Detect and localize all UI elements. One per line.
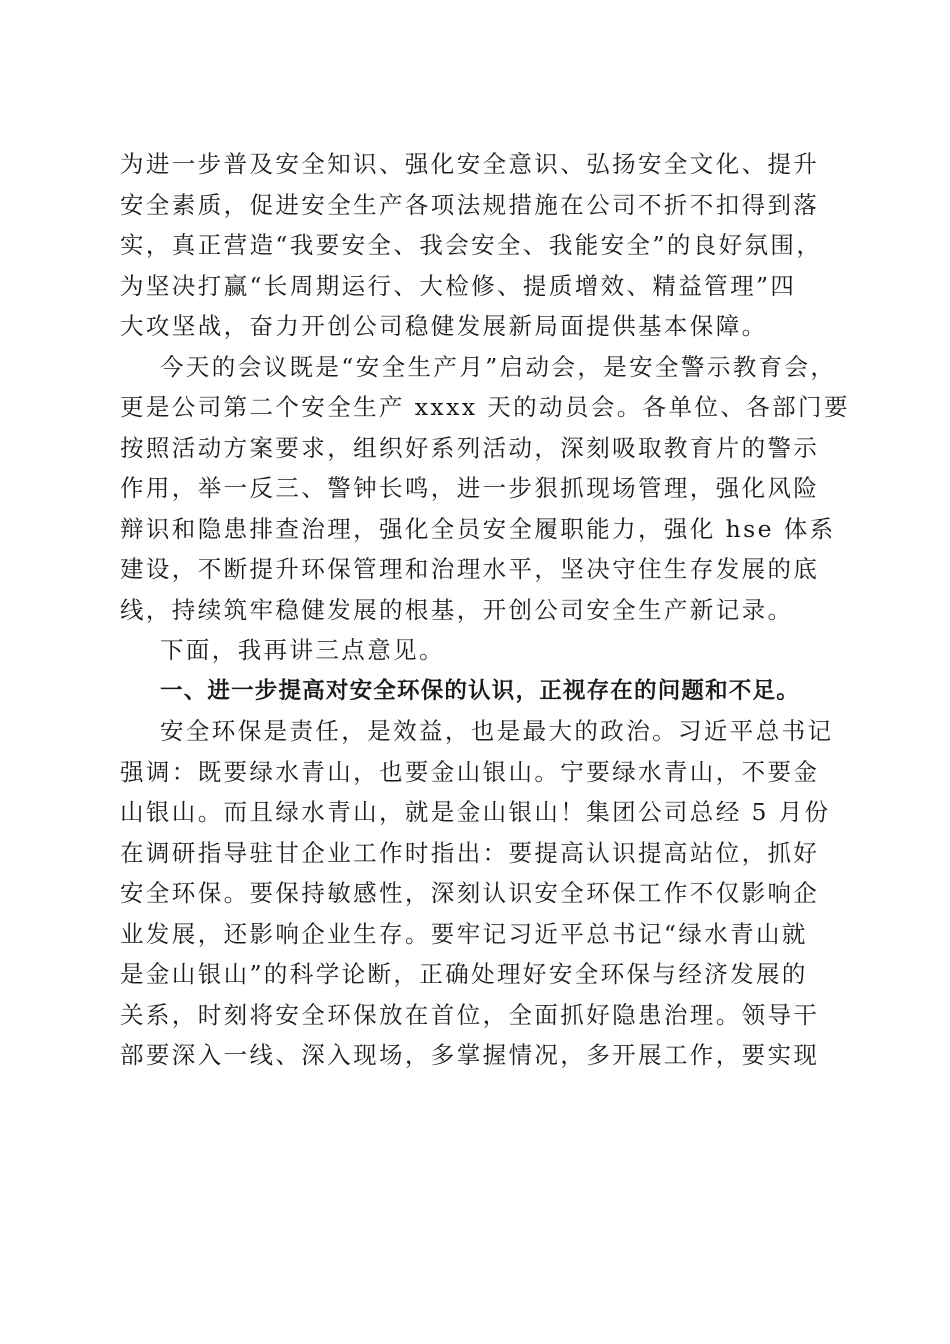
heading-line: 一、进一步提高对安全环保的认识，正视存在的问题和不足。 [160,677,800,704]
paragraph-meeting [120,347,850,631]
text-line: 部要深入一线、深入现场，多掌握情况，多开展工作，要实现 [120,1041,820,1069]
text-line: 安全环保是责任，是效益，也是最大的政治。习近平总书记 [160,717,834,745]
paragraph-section-one [120,711,836,1076]
text-line: 安全素质，促进安全生产各项法规措施在公司不折不扣得到落 [120,190,820,219]
text-line: 作用，举一反三、警钟长鸣，进一步狠抓现场管理，强化风险 [120,474,820,502]
text-line: 为坚决打赢“长周期运行、大检修、提质增效、精益管理”四 [120,271,797,300]
text-line: 关系，时刻将安全环保放在首位，全面抓好隐患治理。领导干 [120,1000,820,1029]
text-line: 更是公司第二个安全生产 xxxx 天的动员会。各单位、各部门要 [120,393,850,421]
text-line: 建设，不断提升环保管理和治理水平，坚决守住生存发展的底 [120,555,820,583]
text-line: 下面，我再讲三点意见。 [160,636,445,664]
text-line: 辩识和隐患排查治理，强化全员安全履职能力，强化 hse 体系 [120,514,836,543]
paragraph-transition [120,630,836,671]
text-line: 是金山银山”的科学论断，正确处理好安全环保与经济发展的 [120,960,808,988]
text-line: 强调：既要绿水青山，也要金山银山。宁要绿水青山，不要金 [120,757,820,786]
text-line: 线，持续筑牢稳健发展的根基，开创公司安全生产新记录。 [120,595,794,624]
section-heading [120,671,836,712]
paragraph-intro [120,144,836,347]
text-line: 今天的会议既是“安全生产月”启动会，是安全警示教育会， [160,352,837,381]
text-line: 按照活动方案要求，组织好系列活动，深刻吸取教育片的警示 [120,433,820,462]
document-page [120,144,850,1076]
text-line: 安全环保。要保持敏感性，深刻认识安全环保工作不仅影响企 [120,879,820,907]
text-line: 山银山。而且绿水青山，就是金山银山！集团公司总经 5 月份 [120,798,831,826]
text-line: 为进一步普及安全知识、强化安全意识、弘扬安全文化、提升 [120,150,820,178]
text-line: 在调研指导驻甘企业工作时指出：要提高认识提高站位，抓好 [120,838,820,867]
text-line: 实，真正营造“我要安全、我会安全、我能安全”的良好氛围， [120,231,823,259]
text-line: 大攻坚战，奋力开创公司稳健发展新局面提供基本保障。 [120,312,768,340]
text-line: 业发展，还影响企业生存。要牢记习近平总书记“绿水青山就 [120,919,808,948]
